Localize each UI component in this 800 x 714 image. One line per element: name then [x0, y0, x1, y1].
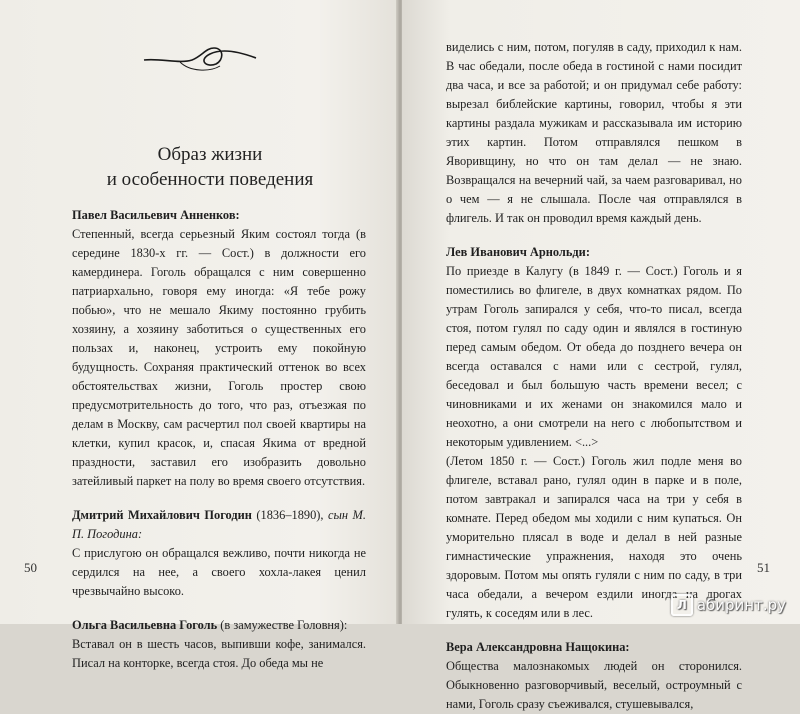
- speaker-name: Павел Васильевич Анненков:: [72, 208, 240, 222]
- chapter-title-line-2: и особенности поведения: [106, 169, 314, 190]
- labirint-logo-icon: Л: [671, 594, 693, 616]
- speaker-heading: [72, 506, 366, 544]
- left-page: [0, 0, 398, 670]
- quote-paragraph: (Летом 1850 г. — Сост.) Гоголь жил подле меня во флигеле, вставал рано, гулял один в парке и в поле, потом завтракал и запирался часа на три у себя в комнате. Перед обедом мы ходили с ним купаться. Он уморительно плясал в воде и делал в ней разные гимнастические упражнения, находя это очень здоровым. Потом мы опять гуляли с ним по саду, в три часа обедали, а вечером ездили иногда на дрогах гулять, к соседям или в лес.: [446, 454, 742, 620]
- quote-paragraph: С прислугою он обращался вежливо, почти никогда не сердился на нее, а своего хохла-лакея ценил чрезвычайно высоко.: [72, 546, 366, 598]
- chapter-title: [60, 142, 360, 192]
- page-number-right: 51: [757, 560, 770, 575]
- speaker-note: сын М. П. Погодина:: [72, 508, 366, 541]
- chapter-title-line-1: Образ жизни: [157, 144, 263, 165]
- watermark-text: абиринт.ру: [696, 596, 786, 614]
- speaker-name: Ольга Васильевна Гоголь: [72, 618, 218, 632]
- speaker-name: Вера Александровна Нащокина:: [446, 640, 630, 654]
- quote-paragraph: Вставал он в шесть часов, выпивши кофе, занимался. Писал на конторке, всегда стоя. До обеда мы не: [72, 637, 366, 670]
- speaker-dates: (1836–1890),: [256, 508, 324, 522]
- labirint-watermark: [671, 594, 786, 616]
- quote-paragraph: Общества малознакомых людей он сторонился. Обыкновенно разговорчивый, веселый, остроумный с нами, Гоголь сразу съеживался, стушевывался,: [446, 659, 742, 711]
- quote-paragraph: Степенный, всегда серьезный Яким состоял тогда (в середине 1830-х гг. — Сост.) в должности его камердинера. Гоголь обращался с ним совершенно патриархально, говоря ему иногда: «Я тебе рожу побью», что не мешало Якиму постоянно грубить хозяину, а хозяину заботиться о существенных его пользах и, наконец, устроить ему покойную будущность. Сохраняя практический оттенок во всех обстоятельствах жизни, Гоголь простер свою предусмотрительность до того, что раз, отъезжая по делам в Москву, сам расчертил пол своей квартиры на клетки, купил красок, и, спасая Якима от вредной праздности, заставил его изобразить довольно затейливый паркет на полу во время своего отсутствия.: [72, 227, 366, 488]
- right-page: [402, 0, 800, 711]
- speaker-heading: [72, 616, 366, 635]
- flourish-ornament: [140, 38, 260, 78]
- speaker-dates: (в замужестве Головня):: [220, 618, 348, 632]
- left-text-block: [72, 206, 366, 673]
- page-number-left: 50: [24, 560, 37, 575]
- speaker-name: Дмитрий Михайлович Погодин: [72, 508, 252, 522]
- speaker-name: Лев Иванович Арнольди:: [446, 245, 590, 259]
- quote-paragraph: По приезде в Калугу (в 1849 г. — Сост.) Гоголь и я поместились во флигеле, в двух комнатках рядом. По утрам Гоголь запирался у себя, что-то писал, всегда стоя, потом гулял по саду один и являлся в гостиную перед самым обедом. От обеда до позднего вечера он всегда оставался с нами или с сестрой, гулял, беседовал и был большую часть времени весел; с чиновниками и их женами он знакомился мало и неохотно, а они смотрели на него с любопытством и некоторым удивлением. <...>: [446, 264, 742, 449]
- quote-paragraph: виделись с ним, потом, погуляв в саду, приходил к нам. В час обедали, после обеда в гостиной с нами посидит два часа, и все за работой; и он придумал себе работу: вырезал библейские картины, говорил, чтобы я эти картины раздала мужикам и рассказывала им историю этих картин. Потом отправлялся пешком в Яворивщину, но что он там делал — не знаю. Возвращался на вечерний чай, за чаем разговаривал, но о чем — я не слышала. После чая отправлялся в флигель. И так он проводил время каждый день.: [446, 40, 742, 225]
